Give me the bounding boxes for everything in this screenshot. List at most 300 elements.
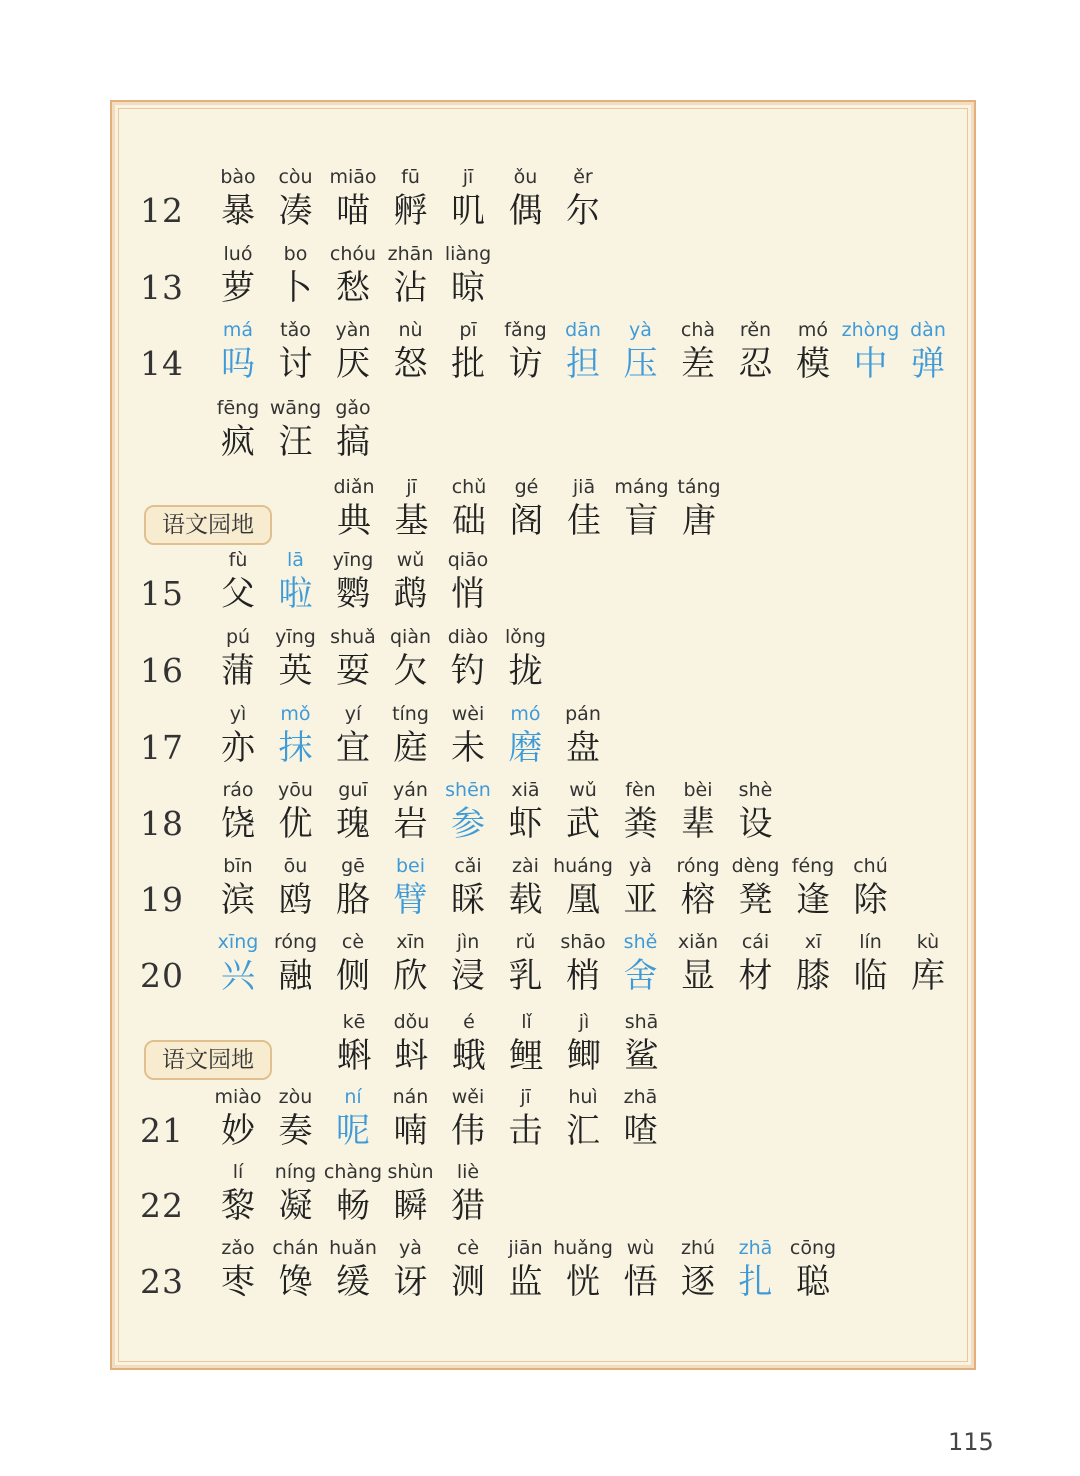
- pinyin: miào: [214, 1086, 262, 1108]
- pinyin: chóu: [329, 243, 377, 265]
- vocab-char: [323, 318, 383, 384]
- pinyin: shēn: [445, 779, 491, 801]
- pinyin: cǎi: [454, 855, 482, 877]
- pinyin: shè: [738, 779, 773, 801]
- vocab-char: [554, 1010, 614, 1076]
- hanzi: 蚪: [394, 1036, 429, 1076]
- hanzi: 凰: [566, 880, 600, 920]
- vocab-char: [266, 625, 326, 691]
- hanzi: 担: [566, 344, 600, 384]
- pinyin: chú: [853, 855, 888, 877]
- hanzi: 叽: [451, 191, 485, 231]
- vocab-char: [266, 778, 326, 844]
- vocab-char: [266, 1085, 326, 1151]
- pinyin: jìn: [456, 931, 480, 953]
- vocab-char: [382, 475, 442, 541]
- vocab-char: [553, 318, 613, 384]
- lesson-number: 16: [140, 651, 184, 690]
- hanzi: 库: [911, 956, 945, 996]
- hanzi: 阁: [509, 501, 544, 541]
- vocab-char: [381, 1085, 441, 1151]
- hanzi: 黎: [221, 1186, 255, 1226]
- vocab-char: [783, 318, 843, 384]
- vocab-char: [553, 702, 613, 768]
- pinyin: diǎn: [333, 476, 375, 498]
- pinyin: rěn: [739, 319, 772, 341]
- hanzi: 厌: [336, 344, 370, 384]
- hanzi: 临: [853, 956, 888, 996]
- hanzi: 盘: [566, 728, 600, 768]
- pinyin: rǔ: [515, 931, 536, 953]
- lesson-number: 13: [140, 268, 184, 307]
- pinyin: yīng: [332, 549, 374, 571]
- hanzi: 畅: [336, 1186, 370, 1226]
- pinyin: zòu: [278, 1086, 313, 1108]
- hanzi: 猎: [451, 1186, 485, 1226]
- hanzi: 父: [221, 574, 255, 614]
- pinyin: tǎo: [280, 319, 311, 341]
- vocab-char: [381, 318, 441, 384]
- pinyin: qiàn: [389, 626, 432, 648]
- hanzi: 显: [681, 956, 715, 996]
- hanzi: 测: [451, 1262, 485, 1302]
- pinyin: má: [222, 319, 254, 341]
- pinyin: róng: [273, 931, 318, 953]
- hanzi: 蒲: [221, 651, 255, 691]
- vocab-char: [323, 396, 383, 462]
- hanzi: 浸: [451, 956, 485, 996]
- vocab-char: [668, 930, 728, 996]
- hanzi: 卜: [278, 268, 313, 308]
- hanzi: 欠: [393, 651, 428, 691]
- hanzi: 监: [508, 1262, 543, 1302]
- pinyin: yà: [629, 319, 652, 341]
- pinyin: wǔ: [569, 779, 597, 801]
- pinyin: shùn: [387, 1161, 434, 1183]
- vocab-char: [266, 318, 326, 384]
- pinyin: fèn: [625, 779, 656, 801]
- vocab-char: [208, 854, 268, 920]
- pinyin: zhòng: [841, 319, 900, 341]
- hanzi: 英: [278, 651, 313, 691]
- hanzi: 拢: [508, 651, 543, 691]
- pinyin: xīng: [217, 931, 259, 953]
- hanzi: 鲨: [624, 1036, 659, 1076]
- pinyin: gē: [341, 855, 365, 877]
- pinyin: gǎo: [335, 397, 371, 419]
- vocab-char: [438, 242, 498, 308]
- pinyin: jiā: [572, 476, 596, 498]
- vocab-char: [496, 625, 556, 691]
- vocab-char: [553, 854, 613, 920]
- hanzi: 逐: [681, 1262, 715, 1302]
- pinyin: dèng: [731, 855, 780, 877]
- hanzi: 模: [796, 344, 830, 384]
- hanzi: 磨: [508, 728, 543, 768]
- pinyin: mó: [510, 703, 541, 725]
- vocab-char: [438, 1160, 498, 1226]
- vocab-char: [439, 475, 499, 541]
- pinyin: nù: [398, 319, 423, 341]
- hanzi: 讨: [278, 344, 313, 384]
- pinyin: tíng: [392, 703, 429, 725]
- pinyin: yōu: [278, 779, 313, 801]
- hanzi: 宜: [336, 728, 370, 768]
- vocab-char: [497, 1010, 557, 1076]
- vocab-char: [668, 318, 728, 384]
- section-badge: 语文园地: [144, 505, 272, 545]
- pinyin: chàng: [323, 1161, 383, 1183]
- pinyin: diào: [447, 626, 489, 648]
- pinyin: bo: [283, 243, 308, 265]
- vocab-char: [611, 854, 671, 920]
- vocab-char: [438, 854, 498, 920]
- vocab-char: [726, 930, 786, 996]
- hanzi: 访: [508, 344, 543, 384]
- vocab-char: [381, 548, 441, 614]
- pinyin: guī: [338, 779, 368, 801]
- hanzi: 中: [853, 344, 888, 384]
- hanzi: 奏: [278, 1111, 313, 1151]
- vocab-char: [208, 165, 268, 231]
- vocab-char: [553, 930, 613, 996]
- vocab-char: [323, 625, 383, 691]
- hanzi: 啦: [278, 574, 313, 614]
- pinyin: mó: [797, 319, 829, 341]
- vocab-char: [208, 1085, 268, 1151]
- hanzi: 基: [394, 501, 429, 541]
- hanzi: 鹦: [336, 574, 370, 614]
- lesson-number: 17: [140, 728, 184, 767]
- vocab-char: [208, 1236, 268, 1302]
- hanzi: 吗: [221, 344, 255, 384]
- vocab-char: [266, 854, 326, 920]
- vocab-char: [438, 702, 498, 768]
- vocab-char: [208, 930, 268, 996]
- pinyin: jī: [520, 1086, 531, 1108]
- pinyin: yà: [629, 855, 652, 877]
- pinyin: é: [463, 1011, 475, 1033]
- pinyin: ōu: [283, 855, 308, 877]
- pinyin: yàn: [335, 319, 371, 341]
- pinyin: bei: [395, 855, 426, 877]
- vocab-char: [611, 1236, 671, 1302]
- pinyin: chán: [272, 1237, 319, 1259]
- vocab-char: [668, 778, 728, 844]
- vocab-char: [898, 318, 958, 384]
- lesson-number: 12: [140, 191, 184, 230]
- hanzi: 典: [337, 501, 371, 541]
- vocab-char: [323, 702, 383, 768]
- vocab-char: [323, 242, 383, 308]
- vocab-char: [381, 1236, 441, 1302]
- pinyin: bīn: [223, 855, 253, 877]
- pinyin: dān: [565, 319, 601, 341]
- pinyin: gé: [514, 476, 539, 498]
- vocab-char: [323, 1160, 383, 1226]
- lesson-number: 14: [140, 344, 184, 383]
- vocab-char: [438, 1236, 498, 1302]
- pinyin: zhú: [680, 1237, 716, 1259]
- hanzi: 喵: [336, 191, 370, 231]
- hanzi: 设: [738, 804, 773, 844]
- hanzi: 汇: [566, 1111, 600, 1151]
- hanzi: 武: [566, 804, 600, 844]
- hanzi: 鲤: [509, 1036, 544, 1076]
- hanzi: 孵: [393, 191, 428, 231]
- vocab-char: [208, 778, 268, 844]
- vocab-char: [496, 778, 556, 844]
- hanzi: 喳: [623, 1111, 658, 1151]
- hanzi: 聪: [796, 1262, 830, 1302]
- hanzi: 凳: [738, 880, 773, 920]
- hanzi: 粪: [623, 804, 658, 844]
- hanzi: 沾: [393, 268, 428, 308]
- hanzi: 鸥: [278, 880, 313, 920]
- pinyin: chǔ: [451, 476, 487, 498]
- pinyin: shā: [624, 1011, 659, 1033]
- pinyin: níng: [274, 1161, 317, 1183]
- vocab-char: [438, 625, 498, 691]
- pinyin: nán: [392, 1086, 429, 1108]
- vocab-char: [381, 625, 441, 691]
- pinyin: xiǎn: [677, 931, 719, 953]
- pinyin: pú: [225, 626, 251, 648]
- vocab-char: [611, 930, 671, 996]
- vocab-char: [553, 1236, 613, 1302]
- vocab-char: [208, 396, 268, 462]
- vocab-char: [553, 1085, 613, 1151]
- pinyin: bèi: [683, 779, 713, 801]
- hanzi: 庭: [393, 728, 428, 768]
- pinyin: yīng: [275, 626, 316, 648]
- pinyin: xī: [804, 931, 822, 953]
- vocab-char: [381, 242, 441, 308]
- vocab-char: [668, 854, 728, 920]
- hanzi: 膝: [796, 956, 830, 996]
- pinyin: ěr: [573, 166, 593, 188]
- hanzi: 悟: [623, 1262, 658, 1302]
- vocab-char: [553, 165, 613, 231]
- vocab-char: [266, 1160, 326, 1226]
- pinyin: liè: [456, 1161, 480, 1183]
- vocab-char: [208, 318, 268, 384]
- vocab-char: [266, 1236, 326, 1302]
- page-number: 115: [948, 1428, 994, 1456]
- hanzi: 辈: [681, 804, 715, 844]
- vocab-char: [496, 1236, 556, 1302]
- pinyin: xiā: [511, 779, 540, 801]
- hanzi: 梢: [566, 956, 600, 996]
- hanzi: 尔: [566, 191, 600, 231]
- vocab-char: [266, 548, 326, 614]
- pinyin: wāng: [269, 397, 322, 419]
- vocab-char: [208, 242, 268, 308]
- vocab-char: [496, 165, 556, 231]
- hanzi: 滨: [221, 880, 255, 920]
- hanzi: 萝: [221, 268, 255, 308]
- hanzi: 枣: [221, 1262, 255, 1302]
- hanzi: 融: [278, 956, 313, 996]
- vocab-char: [898, 930, 958, 996]
- pinyin: qiāo: [447, 549, 489, 571]
- pinyin: jī: [406, 476, 417, 498]
- pinyin: lǐ: [521, 1011, 532, 1033]
- hanzi: 抹: [278, 728, 313, 768]
- vocab-char: [783, 1236, 843, 1302]
- hanzi: 搞: [336, 422, 370, 462]
- vocab-char: [266, 396, 326, 462]
- pinyin: táng: [677, 476, 721, 498]
- lesson-number: 21: [140, 1111, 184, 1150]
- hanzi: 舍: [623, 956, 658, 996]
- hanzi: 晾: [451, 268, 485, 308]
- hanzi: 岩: [393, 804, 428, 844]
- vocab-char: [841, 854, 901, 920]
- vocab-char: [208, 702, 268, 768]
- pinyin: wèi: [451, 703, 485, 725]
- vocab-char: [323, 854, 383, 920]
- hanzi: 欣: [393, 956, 428, 996]
- pinyin: shuǎ: [330, 626, 376, 648]
- vocab-char: [668, 1236, 728, 1302]
- pinyin: ráo: [222, 779, 254, 801]
- vocab-char: [381, 1160, 441, 1226]
- vocab-char: [381, 778, 441, 844]
- vocab-char: [726, 854, 786, 920]
- lesson-number: 15: [140, 574, 184, 613]
- hanzi: 讶: [393, 1262, 428, 1302]
- vocab-char: [208, 1160, 268, 1226]
- vocab-char: [497, 475, 557, 541]
- pinyin: shāo: [560, 931, 606, 953]
- pinyin: chà: [680, 319, 716, 341]
- hanzi: 恍: [566, 1262, 600, 1302]
- pinyin: wěi: [451, 1086, 485, 1108]
- hanzi: 怒: [393, 344, 428, 384]
- hanzi: 材: [738, 956, 773, 996]
- pinyin: wǔ: [396, 549, 425, 571]
- hanzi: 瑰: [336, 804, 370, 844]
- hanzi: 愁: [336, 268, 370, 308]
- vocab-char: [266, 242, 326, 308]
- vocab-char: [496, 930, 556, 996]
- hanzi: 凝: [278, 1186, 313, 1226]
- pinyin: yà: [399, 1237, 422, 1259]
- hanzi: 乳: [508, 956, 543, 996]
- lesson-number: 22: [140, 1186, 184, 1225]
- pinyin: dàn: [910, 319, 946, 341]
- vocab-char: [324, 1010, 384, 1076]
- vocab-char: [382, 1010, 442, 1076]
- hanzi: 凑: [278, 191, 313, 231]
- hanzi: 础: [452, 501, 486, 541]
- pinyin: bào: [220, 166, 256, 188]
- pinyin: wù: [626, 1237, 655, 1259]
- vocab-char: [208, 625, 268, 691]
- hanzi: 呢: [336, 1111, 370, 1151]
- hanzi: 参: [451, 804, 485, 844]
- pinyin: ní: [344, 1086, 362, 1108]
- pinyin: pī: [459, 319, 477, 341]
- hanzi: 榕: [681, 880, 715, 920]
- vocab-char: [324, 475, 384, 541]
- vocab-char: [438, 165, 498, 231]
- vocab-char: [611, 778, 671, 844]
- lesson-number: 23: [140, 1262, 184, 1301]
- pinyin: cè: [341, 931, 365, 953]
- hanzi: 虾: [508, 804, 543, 844]
- pinyin: huǎng: [553, 1237, 613, 1259]
- hanzi: 唐: [682, 501, 716, 541]
- hanzi: 鹉: [393, 574, 428, 614]
- vocab-char: [669, 475, 729, 541]
- pinyin: zhā: [738, 1237, 773, 1259]
- pinyin: miāo: [329, 166, 377, 188]
- hanzi: 批: [451, 344, 485, 384]
- hanzi: 载: [508, 880, 543, 920]
- vocab-char: [323, 165, 383, 231]
- hanzi: 亚: [623, 880, 658, 920]
- vocab-char: [496, 1085, 556, 1151]
- pinyin: fēng: [216, 397, 260, 419]
- hanzi: 蝌: [337, 1036, 371, 1076]
- vocab-char: [438, 548, 498, 614]
- pinyin: féng: [791, 855, 835, 877]
- hanzi: 未: [451, 728, 485, 768]
- hanzi: 兴: [221, 956, 255, 996]
- vocab-char: [726, 318, 786, 384]
- pinyin: huì: [568, 1086, 598, 1108]
- pinyin: yì: [229, 703, 247, 725]
- hanzi: 扎: [738, 1262, 773, 1302]
- pinyin: pán: [565, 703, 601, 725]
- vocab-char: [266, 702, 326, 768]
- pinyin: lā: [287, 549, 304, 571]
- pinyin: shě: [623, 931, 658, 953]
- hanzi: 耍: [336, 651, 370, 691]
- vocab-char: [841, 930, 901, 996]
- vocab-char: [438, 778, 498, 844]
- pinyin: liàng: [444, 243, 492, 265]
- pinyin: fù: [228, 549, 248, 571]
- pinyin: jī: [462, 166, 474, 188]
- hanzi: 鲫: [567, 1036, 601, 1076]
- hanzi: 亦: [221, 728, 255, 768]
- vocab-char: [323, 930, 383, 996]
- pinyin: fǎng: [504, 319, 547, 341]
- vocab-char: [554, 475, 614, 541]
- vocab-char: [726, 778, 786, 844]
- pinyin: fū: [401, 166, 420, 188]
- pinyin: zài: [512, 855, 539, 877]
- pinyin: zhān: [387, 243, 434, 265]
- lesson-number: 20: [140, 956, 184, 995]
- vocab-char: [266, 165, 326, 231]
- vocab-char: [208, 548, 268, 614]
- pinyin: yán: [393, 779, 428, 801]
- hanzi: 妙: [221, 1111, 255, 1151]
- pinyin: jiān: [508, 1237, 543, 1259]
- vocab-char: [841, 318, 901, 384]
- pinyin: xīn: [396, 931, 425, 953]
- hanzi: 暴: [221, 191, 255, 231]
- hanzi: 击: [508, 1111, 543, 1151]
- pinyin: zhā: [623, 1086, 658, 1108]
- vocab-char: [496, 318, 556, 384]
- pinyin: cè: [456, 1237, 480, 1259]
- pinyin: huǎn: [329, 1237, 377, 1259]
